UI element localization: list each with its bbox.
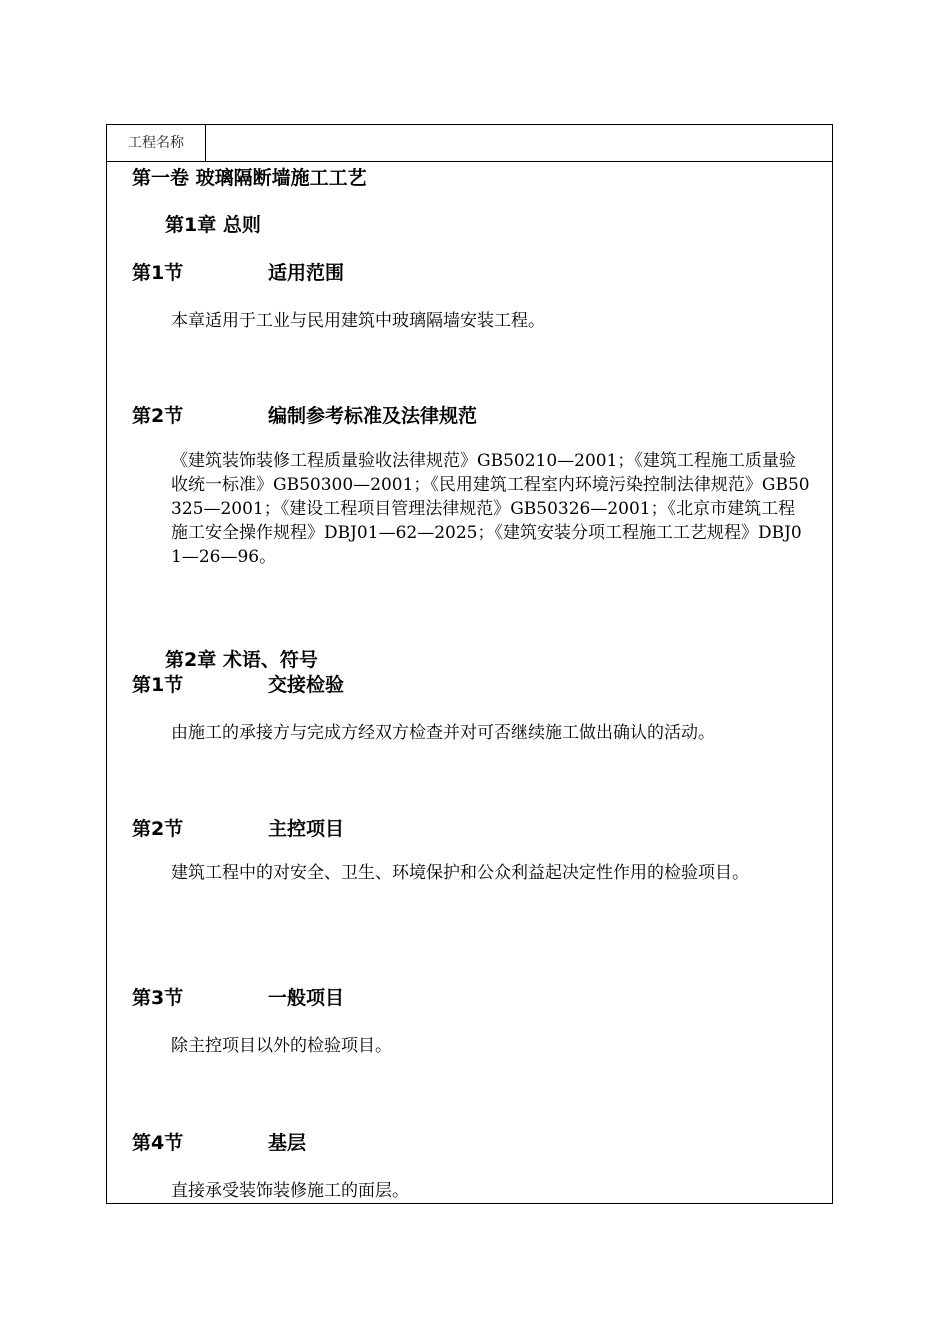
ch1-section-2-text: [132, 449, 812, 569]
ch2-section-2-text: 建筑工程中的对安全、卫生、环境保护和公众利益起决定性作用的检验项目。: [171, 863, 749, 883]
ch2-section-3-title: 一般项目: [268, 987, 345, 1009]
volume-title: 第一卷 玻璃隔断墙施工工艺: [132, 167, 367, 189]
ch2-section-1-number: 第1节: [132, 674, 184, 696]
ch1-section-2-title: 编制参考标准及法律规范: [268, 405, 478, 427]
project-name-label: 工程名称: [107, 125, 206, 161]
ch1-section-2-number: 第2节: [132, 405, 184, 427]
ch2-section-2-text-block: [132, 861, 812, 885]
ch2-section-3-text: 除主控项目以外的检验项目。: [171, 1036, 392, 1056]
chapter-2-title: 第2章 术语、符号: [165, 649, 318, 671]
ch2-section-4-text: 直接承受装饰装修施工的面层。: [171, 1181, 409, 1201]
standards-paragraph: 《建筑装饰装修工程质量验收法律规范》GB50210—2001；《建筑工程施工质量验收统一标准》GB50300—2001；《民用建筑工程室内环境污染控制法律规范》GB50325—2001；《建设工程项目管理法律规范》GB50326—2001；《北京市建筑工程施工安全操作规程》DBJ01—62—2025；《建筑安装分项工程施工工艺规程》DBJ01—26—96。: [171, 451, 810, 567]
ch2-section-1-text: 由施工的承接方与完成方经双方检查并对可否继续施工做出确认的活动。: [171, 723, 715, 743]
header-row: [107, 125, 832, 162]
project-name-field[interactable]: [207, 125, 832, 161]
ch2-section-4-number: 第4节: [132, 1132, 184, 1154]
ch2-section-4-title: 基层: [268, 1132, 307, 1154]
ch2-section-2-title: 主控项目: [268, 818, 345, 840]
ch1-section-1-text: 本章适用于工业与民用建筑中玻璃隔墙安装工程。: [171, 311, 545, 331]
ch1-section-1-title: 适用范围: [268, 262, 345, 284]
ch1-section-1-number: 第1节: [132, 262, 184, 284]
ch2-section-1-title: 交接检验: [268, 674, 345, 696]
ch2-section-3-number: 第3节: [132, 987, 184, 1009]
document-frame: [106, 124, 833, 1204]
ch2-section-2-number: 第2节: [132, 818, 184, 840]
chapter-1-title: 第1章 总则: [165, 214, 261, 236]
